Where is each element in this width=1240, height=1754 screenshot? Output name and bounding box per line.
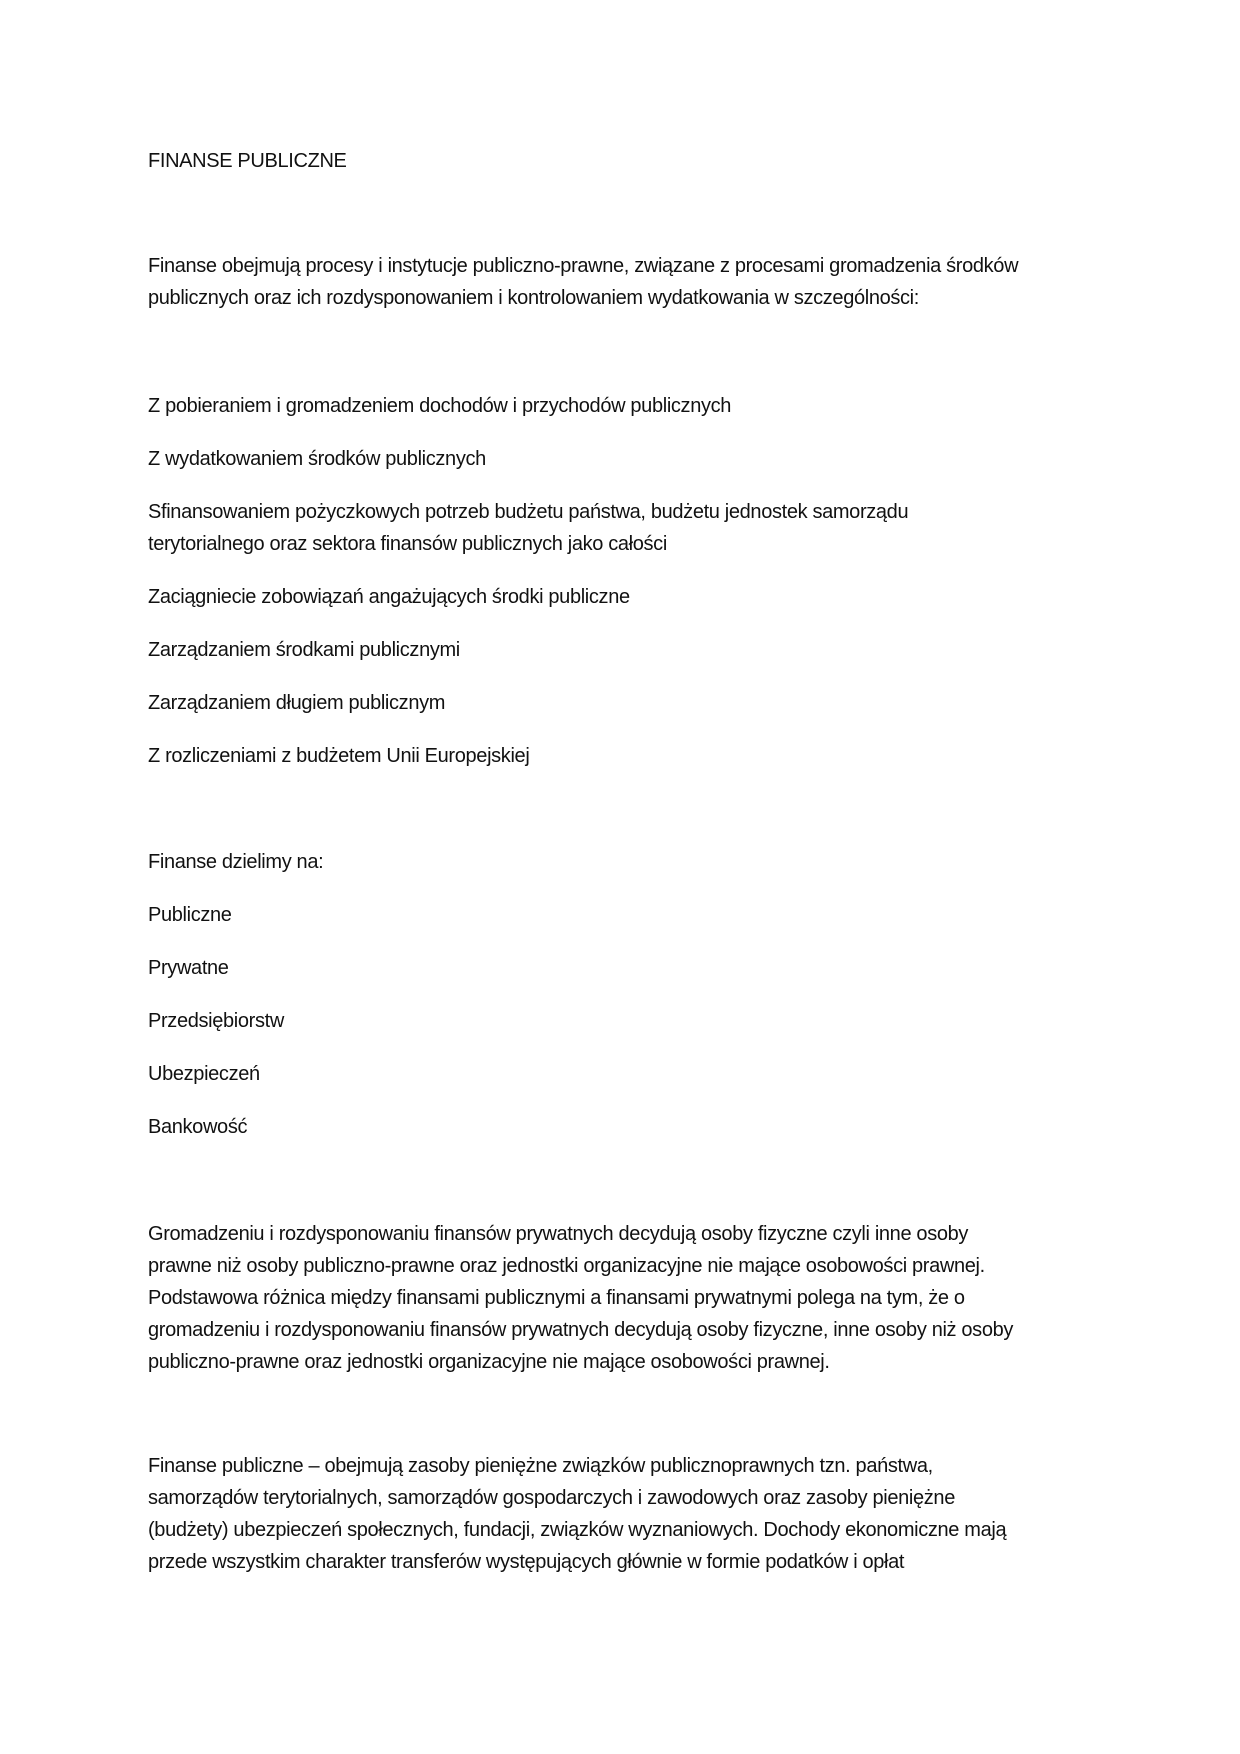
division-item: Bankowość — [148, 1116, 248, 1138]
scope-item: Z rozliczeniami z budżetem Unii Europejskiej — [148, 745, 530, 767]
division-heading: Finanse dzielimy na: — [148, 851, 324, 873]
scope-item-line: Sfinansowaniem pożyczkowych potrzeb budżetu państwa, budżetu jednostek samorządu — [148, 501, 909, 523]
paragraph-line: Finanse publiczne – obejmują zasoby pieniężne związków publicznoprawnych tzn. państwa, — [148, 1455, 933, 1477]
division-item: Przedsiębiorstw — [148, 1010, 284, 1032]
private-finance-paragraph — [148, 1218, 1108, 1378]
paragraph-line: gromadzeniu i rozdysponowaniu finansów prywatnych decydują osoby fizyczne, inne osoby niż osoby — [148, 1319, 1014, 1341]
division-item: Prywatne — [148, 957, 229, 979]
scope-item: Zarządzaniem środkami publicznymi — [148, 639, 460, 661]
paragraph-line: (budżety) ubezpieczeń społecznych, fundacji, związków wyznaniowych. Dochody ekonomiczne mają — [148, 1519, 1007, 1541]
paragraph-line: samorządów terytorialnych, samorządów gospodarczych i zawodowych oraz zasoby pieniężne — [148, 1487, 955, 1509]
scope-item-multiline — [148, 496, 1108, 560]
division-item: Publiczne — [148, 904, 232, 926]
intro-line: publicznych oraz ich rozdysponowaniem i kontrolowaniem wydatkowania w szczególności: — [148, 287, 919, 309]
paragraph-line: Gromadzeniu i rozdysponowaniu finansów prywatnych decydują osoby fizyczne czyli inne osoby — [148, 1223, 969, 1245]
document-title: FINANSE PUBLICZNE — [148, 150, 347, 172]
paragraph-line: prawne niż osoby publiczno-prawne oraz jednostki organizacyjne nie mające osobowości prawnej. — [148, 1255, 985, 1277]
scope-item: Z pobieraniem i gromadzeniem dochodów i przychodów publicznych — [148, 395, 732, 417]
scope-item: Z wydatkowaniem środków publicznych — [148, 448, 486, 470]
public-finance-paragraph — [148, 1450, 1108, 1578]
intro-paragraph — [148, 250, 1108, 314]
division-item: Ubezpieczeń — [148, 1063, 260, 1085]
paragraph-line: publiczno-prawne oraz jednostki organizacyjne nie mające osobowości prawnej. — [148, 1351, 830, 1373]
scope-item-line: terytorialnego oraz sektora finansów publicznych jako całości — [148, 533, 667, 555]
paragraph-line: Podstawowa różnica między finansami publicznymi a finansami prywatnymi polega na tym, że o — [148, 1287, 965, 1309]
intro-line: Finanse obejmują procesy i instytucje publiczno-prawne, związane z procesami gromadzenia środków — [148, 255, 1019, 277]
scope-item: Zaciągniecie zobowiązań angażujących środki publiczne — [148, 586, 630, 608]
paragraph-line: przede wszystkim charakter transferów występujących głównie w formie podatków i opłat — [148, 1551, 905, 1573]
scope-item: Zarządzaniem długiem publicznym — [148, 692, 446, 714]
